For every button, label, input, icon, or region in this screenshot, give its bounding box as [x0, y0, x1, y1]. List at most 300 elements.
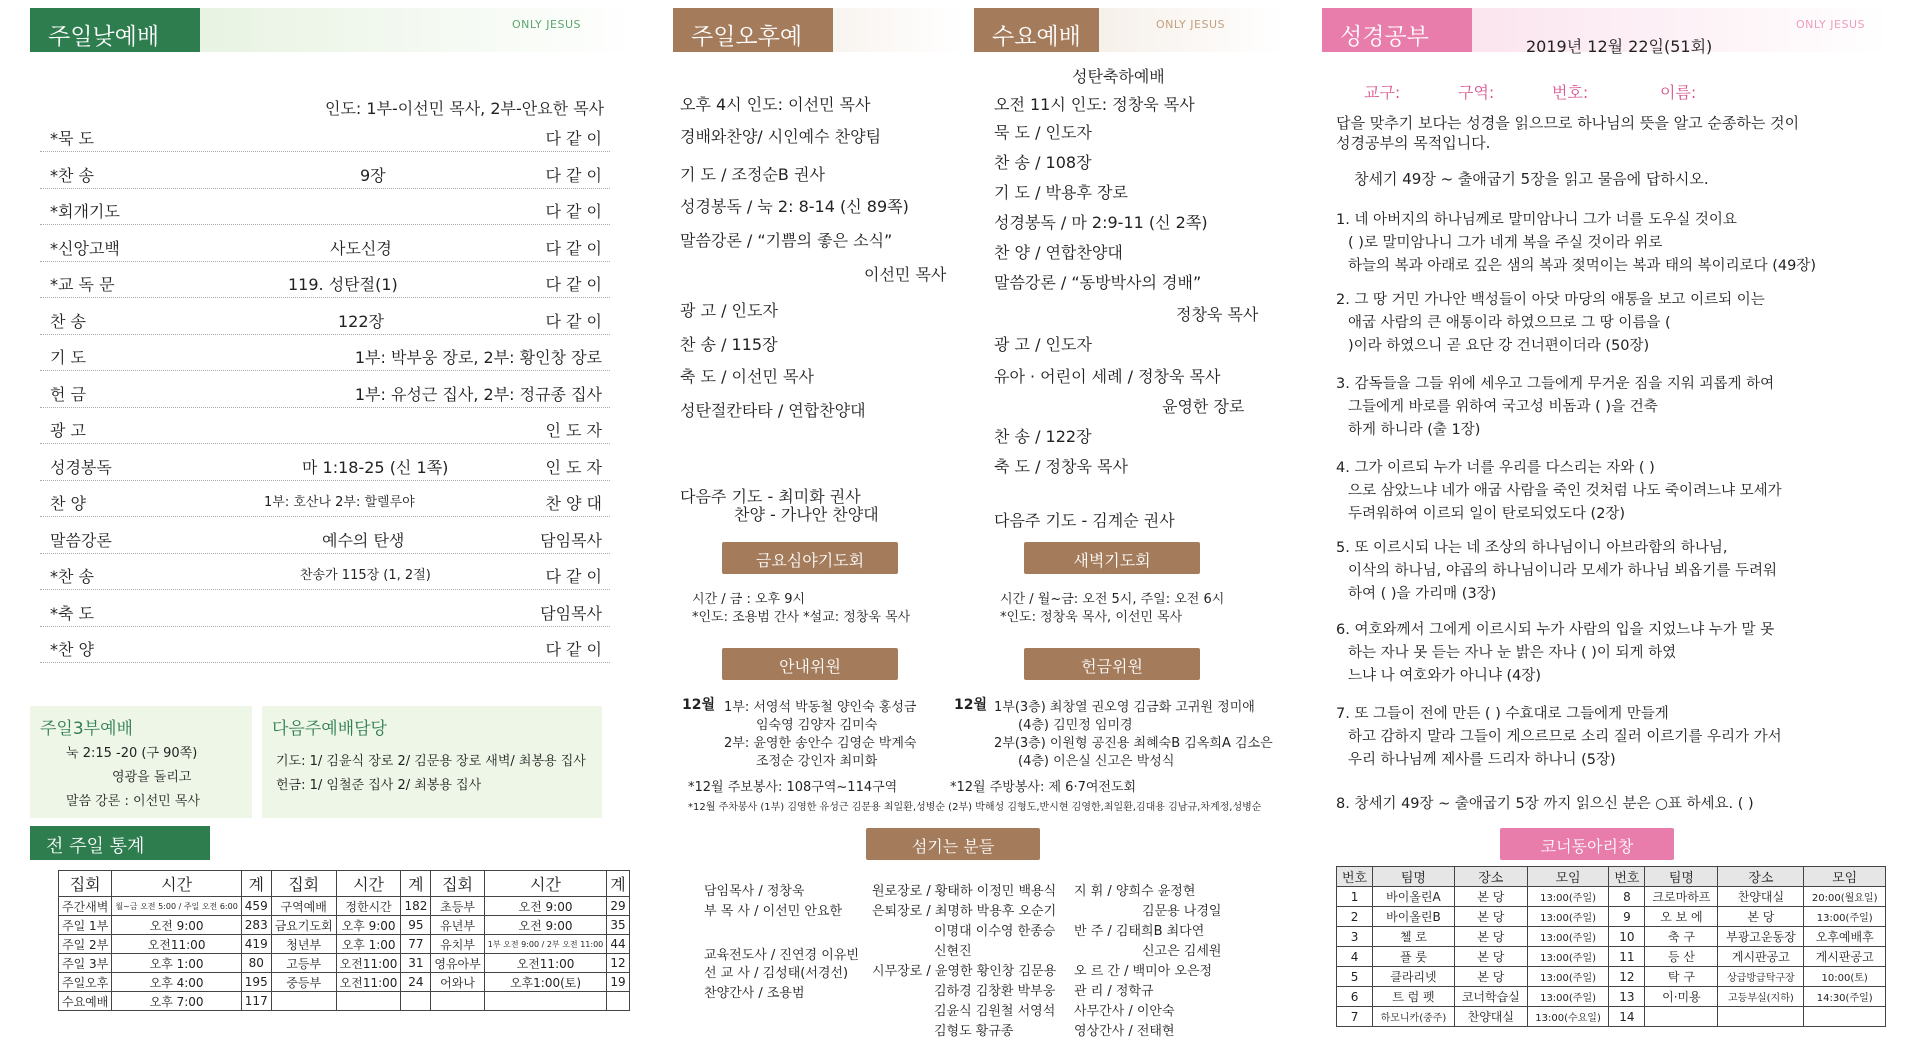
table-row: [1337, 1007, 1886, 1027]
worship-row-label: *신앙고백: [50, 238, 120, 258]
worship-row-label: *찬 송: [50, 165, 94, 185]
worship-row-leader: 다 같 이: [545, 640, 602, 659]
stats-header-cell: 계: [607, 871, 629, 897]
worship-row-leader: 인 도 자: [545, 421, 602, 440]
worship-row: [40, 155, 610, 189]
club-cell: 본 당: [1718, 907, 1804, 927]
worship-row-leader: 다 같 이: [545, 238, 602, 258]
question-line: 6. 여호와께서 그에게 이르시되 누가 사람의 입을 지었느냐 누가 말 못: [1336, 622, 1775, 638]
question-line: 4. 그가 이르되 누가 너를 우리를 다스리는 자와 ( ): [1336, 460, 1655, 476]
wed-line-5: 성경봉독 / 마 2:9-11 (신 2쪽): [994, 213, 1208, 232]
stats-cell: 35: [607, 916, 629, 935]
stats-header-cell: 집회: [271, 871, 336, 897]
bible-study-title: 성경공부: [1322, 8, 1472, 52]
field-zone: 구역:: [1458, 83, 1495, 102]
afternoon-line-5: 이선민 목사: [864, 265, 947, 284]
worship-row-content: 9장: [360, 165, 386, 185]
stats-cell: 77: [401, 935, 431, 954]
afternoon-line-4: 말씀강론 / “기쁨의 좋은 소식”: [680, 231, 893, 250]
club-cell: 본 당: [1454, 887, 1527, 907]
question-line: ( )로 말미암나니 그가 네게 복을 주실 것이라 위로: [1348, 235, 1663, 251]
wed-line-2: 묵 도 / 인도자: [994, 123, 1092, 142]
worship-row: [40, 118, 610, 152]
wed-line-1: 오전 11시 인도: 정창욱 목사: [994, 95, 1195, 114]
club-cell: 게시판공고: [1718, 947, 1804, 967]
offering-line-1: 1부(3층) 최창열 권오영 김금화 고귀원 정미애: [994, 700, 1255, 715]
third-service-line-3: 말씀 강론 : 이선민 목사: [66, 794, 200, 809]
table-row: [1337, 987, 1886, 1007]
question-line: 이삭의 하나님, 야곱의 하나님이니라 모세가 하나님 뵈옵기를 두려워: [1348, 563, 1778, 579]
stats-cell: 유치부: [431, 935, 484, 954]
worship-row-label: 광 고: [50, 421, 86, 440]
question-line: 하게 하니라 (출 1장): [1348, 422, 1481, 438]
stats-cell: 유년부: [431, 916, 484, 935]
club-cell: 10: [1609, 927, 1645, 947]
guides-line-3: 2부: 윤영한 송안수 김영순 박계숙: [724, 736, 917, 751]
club-cell: 찬양대실: [1454, 1007, 1527, 1027]
club-cell: 13:00(주일): [1527, 987, 1609, 1007]
afternoon-line-9: 성탄절칸타타 / 연합찬양대: [680, 401, 866, 420]
worship-row: [40, 191, 610, 225]
question-line: 애굽 사람의 큰 애통이라 하였으므로 그 땅 이름을 (: [1348, 315, 1671, 331]
bible-study-date: 2019년 12월 22일(51회): [1526, 37, 1713, 56]
only-jesus-tag-2: ONLY JESUS: [1156, 18, 1225, 31]
club-cell: 8: [1609, 887, 1645, 907]
servant-line: 선 교 사 / 김성태(서경선): [704, 966, 849, 981]
club-table: [1336, 866, 1886, 1027]
sunday-afternoon-title: 주일오후예배: [673, 8, 833, 52]
worship-row-leader: 다 같 이: [545, 567, 602, 586]
friday-prayer-line-2: *인도: 조용범 간사 *설교: 정창욱 목사: [692, 610, 911, 625]
worship-row: [40, 337, 610, 371]
stats-cell: 오전11:00: [112, 935, 241, 954]
club-header-row: [1337, 867, 1886, 887]
club-cell: 등 산: [1645, 947, 1718, 967]
worship-row-label: 찬 송: [50, 311, 86, 331]
club-cell: 이·미용: [1645, 987, 1718, 1007]
dawn-prayer-line-2: *인도: 정창욱 목사, 이선민 목사: [1000, 610, 1183, 625]
worship-row: [40, 483, 610, 517]
worship-row: [40, 520, 610, 554]
clubs-title: 코너동아리창: [1500, 828, 1674, 860]
question-line: 하여 ( )을 가리매 (3장): [1348, 586, 1497, 602]
servant-line: 이명대 이수영 한종승: [934, 924, 1056, 939]
stats-cell: 31: [401, 954, 431, 973]
next-week-line-2: 헌금: 1/ 임철준 집사 2/ 최봉용 집사: [276, 778, 482, 793]
worship-row: [40, 264, 610, 298]
offering-line-4: (4층) 이은실 신고은 박성식: [1018, 754, 1175, 769]
worship-row-label: 기 도: [50, 348, 86, 367]
servant-line: 영상간사 / 전태현: [1074, 1024, 1175, 1039]
club-header-cell: 팀명: [1645, 867, 1718, 887]
stats-cell: 금요기도회: [271, 916, 336, 935]
worship-row-label: *묵 도: [50, 129, 94, 148]
question-line: 느냐 나 여호와가 아니냐 (4장): [1348, 668, 1542, 684]
stats-cell: 283: [241, 916, 271, 935]
club-cell: 본 당: [1454, 927, 1527, 947]
afternoon-line-2: 기 도 / 조정순B 권사: [680, 165, 825, 184]
dawn-prayer-line-1: 시간 / 월~금: 오전 5시, 주일: 오전 6시: [1000, 592, 1225, 607]
offering-month: 12월: [954, 697, 988, 713]
stats-cell: [431, 992, 484, 1011]
worship-row-leader: 다 같 이: [545, 275, 602, 294]
club-cell: 찬양대실: [1718, 887, 1804, 907]
club-cell: 13:00(주일): [1527, 927, 1609, 947]
club-cell: 바이올린B: [1373, 907, 1455, 927]
question-line: 2. 그 땅 거민 가나안 백성들이 아닷 마당의 애통을 보고 이르되 이는: [1336, 292, 1765, 308]
club-cell: 2: [1337, 907, 1373, 927]
intro-line-1: 답을 맞추기 보다는 성경을 읽으므로 하나님의 뜻을 알고 순종하는 것이: [1336, 114, 1800, 132]
wed-line-8: 정창욱 목사: [1176, 305, 1259, 324]
sunday-morning-title: 주일낮예배: [30, 8, 200, 52]
stats-cell: 459: [241, 897, 271, 916]
wed-line-7: 말씀강론 / “동방박사의 경배”: [994, 273, 1202, 292]
club-cell: 첼 로: [1373, 927, 1455, 947]
afternoon-line-6: 광 고 / 인도자: [680, 301, 778, 320]
only-jesus-tag-3: ONLY JESUS: [1796, 18, 1865, 31]
stats-cell: 24: [401, 973, 431, 992]
stats-header-cell: 시간: [336, 871, 401, 897]
wed-line-3: 찬 송 / 108장: [994, 153, 1092, 172]
club-cell: 13: [1609, 987, 1645, 1007]
stats-cell: [336, 992, 401, 1011]
question-line: )이라 하였으니 곧 요단 강 건너편이더라 (50장): [1348, 338, 1650, 354]
worship-row: [40, 593, 610, 627]
stats-cell: 오전11:00: [484, 954, 607, 973]
stats-cell: [484, 992, 607, 1011]
club-header-cell: 번호: [1609, 867, 1645, 887]
wed-line-4: 기 도 / 박용후 장로: [994, 183, 1128, 202]
table-row: [59, 916, 630, 935]
servant-line: 김하경 김창환 박부웅: [934, 984, 1056, 999]
worship-row-content: 122장: [338, 311, 384, 331]
servant-line: 김형도 황규종: [934, 1024, 1014, 1039]
club-cell: 탁 구: [1645, 967, 1718, 987]
stats-cell: 주간새벽: [59, 897, 112, 916]
third-service-line-2: 영광을 돌리고: [112, 770, 192, 785]
stats-cell: [607, 992, 629, 1011]
afternoon-line-8: 축 도 / 이선민 목사: [680, 367, 814, 386]
wed-line-13: 축 도 / 정창욱 목사: [994, 457, 1128, 476]
stats-table: [58, 870, 630, 1011]
stats-cell: 청년부: [271, 935, 336, 954]
table-row: [59, 954, 630, 973]
next-week-title: 다음주예배담당: [272, 719, 387, 739]
stats-cell: 고등부: [271, 954, 336, 973]
club-cell: [1804, 1007, 1886, 1027]
question-line: 으로 삼았느냐 네가 애굽 사람을 죽인 것처럼 나도 죽이려느냐 모세가: [1348, 483, 1782, 499]
club-cell: 고등부실(지하): [1718, 987, 1804, 1007]
worship-row-label: 찬 양: [50, 494, 86, 513]
worship-row-content: 예수의 탄생: [322, 530, 405, 550]
table-row: [1337, 947, 1886, 967]
question-line: 우리 하나님께 제사를 드리자 하나니 (5장): [1348, 752, 1616, 768]
club-cell: 부광고운동장: [1718, 927, 1804, 947]
only-jesus-tag: ONLY JESUS: [512, 18, 581, 31]
worship-row-content: 119. 성탄절(1): [288, 275, 398, 294]
worship-row-label: *찬 송: [50, 567, 94, 586]
instruction: 창세기 49장 ~ 출애굽기 5장을 읽고 물음에 답하시오.: [1354, 170, 1709, 188]
stats-cell: 19: [607, 973, 629, 992]
worship-row-leader: 담임목사: [540, 530, 602, 550]
stats-cell: 중등부: [271, 973, 336, 992]
club-cell: 5: [1337, 967, 1373, 987]
servant-line: 신현진: [934, 944, 972, 959]
club-cell: 본 당: [1454, 907, 1527, 927]
stats-cell: [271, 992, 336, 1011]
offering-line-2: (4층) 김민정 임미경: [1018, 718, 1133, 733]
worship-row-label: *회개기도: [50, 202, 120, 221]
servant-line: 신고은 김세원: [1142, 944, 1222, 959]
intro-line-2: 성경공부의 목적입니다.: [1336, 134, 1491, 152]
stats-header-cell: 집회: [431, 871, 484, 897]
question-line: 두려워하여 이르되 일이 탄로되었도다 (2장): [1348, 506, 1626, 522]
field-name: 이름:: [1660, 83, 1697, 102]
servant-line: 교육전도사 / 진연경 이유빈: [704, 948, 859, 963]
stats-cell: 어와나: [431, 973, 484, 992]
worship-row-label: *교 독 문: [50, 275, 115, 294]
worship-row-label: 말씀강론: [50, 530, 112, 550]
servant-line: 담임목사 / 정창욱: [704, 884, 805, 899]
offering-line-3: 2부(3층) 이원형 공진용 최혜숙B 김옥희A 김소은: [994, 736, 1273, 751]
stats-cell: 195: [241, 973, 271, 992]
servant-line: 김윤식 김원철 서영석: [934, 1004, 1056, 1019]
club-cell: 4: [1337, 947, 1373, 967]
worship-row-label: *축 도: [50, 603, 94, 623]
stats-cell: 수요예배: [59, 992, 112, 1011]
stats-cell: 오후1:00(토): [484, 973, 607, 992]
worship-row-leader: 다 같 이: [545, 129, 602, 148]
stats-header-cell: 시간: [112, 871, 241, 897]
club-cell: 플 룻: [1373, 947, 1455, 967]
club-cell: 코너학습실: [1454, 987, 1527, 1007]
club-cell: 축 구: [1645, 927, 1718, 947]
wed-line-9: 광 고 / 인도자: [994, 335, 1092, 354]
stats-cell: 오전11:00: [336, 954, 401, 973]
question-line: 하늘의 복과 아래로 깊은 샘의 복과 젖먹이는 복과 태의 복이리로다 (49장): [1348, 258, 1817, 274]
stats-cell: 80: [241, 954, 271, 973]
club-cell: 본 당: [1454, 967, 1527, 987]
worship-row-leader: 다 같 이: [545, 202, 602, 221]
servant-line: 오 르 간 / 백미아 오은정: [1074, 964, 1213, 979]
club-cell: 13:00(주일): [1527, 947, 1609, 967]
club-cell: 게시판공고: [1804, 947, 1886, 967]
servant-line: 김문용 나경일: [1142, 904, 1222, 919]
parking-service-note: *12월 주차봉사 (1부) 김영한 유성근 김문용 최일환,성병순 (2부) 박해성 김형도,반시현 김영한,최일환,김대용 김남규,차계정,성병순: [688, 802, 1262, 813]
afternoon-line-7: 찬 송 / 115장: [680, 335, 778, 354]
table-row: [59, 992, 630, 1011]
stats-cell: 주일 2부: [59, 935, 112, 954]
stats-header-cell: 시간: [484, 871, 607, 897]
club-cell: 1: [1337, 887, 1373, 907]
stats-cell: 44: [607, 935, 629, 954]
club-cell: 트 럼 펫: [1373, 987, 1455, 1007]
afternoon-line-3: 성경봉독 / 눅 2: 8-14 (신 89쪽): [680, 197, 909, 216]
club-cell: 상급방급탁구장: [1718, 967, 1804, 987]
worship-row-content: 1부: 호산나 2부: 할렐루야: [264, 495, 415, 510]
stats-cell: 오전 9:00: [112, 916, 241, 935]
club-cell: 클라리넷: [1373, 967, 1455, 987]
wed-line-6: 찬 양 / 연합찬양대: [994, 243, 1123, 262]
third-service-line-1: 눅 2:15 -20 (구 90쪽): [66, 746, 198, 761]
table-row: [59, 973, 630, 992]
stats-cell: 오후 4:00: [112, 973, 241, 992]
afternoon-next-praise: 찬양 - 가나안 찬양대: [734, 505, 879, 524]
guides-title: 안내위원: [722, 648, 898, 680]
club-cell: 6: [1337, 987, 1373, 1007]
question-line: 1. 네 아버지의 하나님께로 말미암나니 그가 너를 도우실 것이요: [1336, 212, 1737, 228]
guides-month: 12월: [682, 697, 716, 713]
stats-header-cell: 계: [401, 871, 431, 897]
club-header-cell: 모임: [1527, 867, 1609, 887]
question-line: 하고 감하지 말라 그들이 게으르므로 소리 질러 이르기를 우리가 가서: [1348, 729, 1782, 745]
club-cell: 13:00(주일): [1527, 887, 1609, 907]
stats-cell: 오전 9:00: [484, 916, 607, 935]
stats-cell: 초등부: [431, 897, 484, 916]
table-row: [59, 935, 630, 954]
worship-row-label: *찬 양: [50, 640, 94, 659]
worship-row: [40, 228, 610, 262]
worship-row-leader: 담임목사: [540, 603, 602, 623]
wed-line-12: 찬 송 / 122장: [994, 427, 1092, 446]
question-line: 그들에게 바로를 위하여 국고성 비돔과 ( )을 건축: [1348, 399, 1658, 415]
club-cell: 하모니카(중주): [1373, 1007, 1455, 1027]
club-cell: 14: [1609, 1007, 1645, 1027]
wed-line-11: 윤영한 장로: [1162, 397, 1245, 416]
servant-line: 관 리 / 정학규: [1074, 984, 1154, 999]
club-cell: 13:00(수요일): [1527, 1007, 1609, 1027]
club-header-cell: 장소: [1454, 867, 1527, 887]
stats-header-cell: 계: [241, 871, 271, 897]
club-cell: 13:00(주일): [1527, 907, 1609, 927]
stats-title: 전 주일 통계: [30, 826, 210, 860]
worship-row-content: 찬송가 115장 (1, 2절): [300, 568, 431, 583]
club-cell: 바이올린A: [1373, 887, 1455, 907]
guides-line-4: 조정순 강인자 최미화: [756, 754, 878, 769]
field-district: 교구:: [1364, 83, 1401, 102]
table-row: [1337, 887, 1886, 907]
club-cell: 12: [1609, 967, 1645, 987]
friday-prayer-title: 금요심야기도회: [722, 542, 898, 574]
club-cell: 3: [1337, 927, 1373, 947]
table-row: [59, 897, 630, 916]
wednesday-title: 수요예배: [974, 8, 1099, 52]
wed-next-prayer: 다음주 기도 - 김계순 권사: [994, 511, 1175, 530]
stats-cell: 182: [401, 897, 431, 916]
stats-cell: 주일오후: [59, 973, 112, 992]
servant-line: 원로장로 / 황태하 이정민 백용식: [872, 884, 1057, 899]
servant-line: 시무장로 / 윤영한 황인창 김문용: [872, 964, 1057, 979]
stats-cell: 오후 9:00: [336, 916, 401, 935]
stats-cell: [401, 992, 431, 1011]
wed-line-0: 성탄축하예배: [1072, 67, 1165, 86]
stats-cell: 오전11:00: [336, 973, 401, 992]
club-cell: 크로마하프: [1645, 887, 1718, 907]
worship-row-leader: 인 도 자: [545, 457, 602, 477]
worship-row-content: 사도신경: [330, 238, 392, 258]
guides-line-2: 임숙영 김양자 김미숙: [756, 718, 878, 733]
question-line: 하는 자나 못 듣는 자나 눈 밝은 자나 ( )이 되게 하였: [1348, 645, 1677, 661]
field-number: 번호:: [1552, 83, 1589, 102]
club-cell: [1718, 1007, 1804, 1027]
club-cell: 13:00(주일): [1527, 967, 1609, 987]
worship-row: [40, 447, 610, 481]
worship-row-leader: 다 같 이: [545, 311, 602, 331]
worship-row: [40, 374, 610, 408]
stats-cell: 오후 1:00: [336, 935, 401, 954]
worship-row-leader: 1부: 박부웅 장로, 2부: 황인창 장로: [354, 348, 602, 367]
worship-row: [40, 629, 610, 663]
stats-cell: 오전 9:00: [484, 897, 607, 916]
club-header-cell: 번호: [1337, 867, 1373, 887]
question-line: 8. 창세기 49장 ~ 출애굽기 5장 까지 읽으신 분은 ○표 하세요. ( ): [1336, 796, 1754, 812]
stats-header-cell: 집회: [59, 871, 112, 897]
dawn-prayer-title: 새벽기도회: [1024, 542, 1200, 574]
stats-cell: 12: [607, 954, 629, 973]
afternoon-next-prayer: 다음주 기도 - 최미화 권사: [680, 487, 861, 506]
club-cell: 9: [1609, 907, 1645, 927]
table-row: [1337, 927, 1886, 947]
worship-row-label: 성경봉독: [50, 457, 112, 477]
worship-row: [40, 410, 610, 444]
club-cell: 본 당: [1454, 947, 1527, 967]
club-cell: 오후예배후: [1804, 927, 1886, 947]
club-cell: 20:00(월요일): [1804, 887, 1886, 907]
stats-cell: 구역예배: [271, 897, 336, 916]
servant-line: 찬양간사 / 조용범: [704, 986, 805, 1001]
stats-cell: 117: [241, 992, 271, 1011]
offering-title: 헌금위원: [1024, 648, 1200, 680]
club-cell: 7: [1337, 1007, 1373, 1027]
club-cell: 13:00(주일): [1804, 907, 1886, 927]
stats-cell: 주일 1부: [59, 916, 112, 935]
leader-line: 인도: 1부-이선민 목사, 2부-안요한 목사: [325, 99, 605, 118]
servant-line: 부 목 사 / 이선민 안요한: [704, 904, 843, 919]
club-header-cell: 모임: [1804, 867, 1886, 887]
worship-row-leader: 다 같 이: [545, 165, 602, 185]
servant-line: 사무간사 / 이안숙: [1074, 1004, 1175, 1019]
worship-row-content: 마 1:18-25 (신 1쪽): [302, 457, 449, 477]
club-cell: 10:00(토): [1804, 967, 1886, 987]
afternoon-line-1: 경배와찬양/ 시인예수 찬양팀: [680, 127, 882, 146]
stats-cell: 오후 7:00: [112, 992, 241, 1011]
servant-line: 지 휘 / 양희수 윤정현: [1074, 884, 1196, 899]
servant-line: 은퇴장로 / 최명하 박용후 오순기: [872, 904, 1057, 919]
servants-title: 섬기는 분들: [866, 828, 1040, 860]
next-week-line-1: 기도: 1/ 김윤식 장로 2/ 김문용 장로 새벽/ 최봉용 집사: [276, 754, 586, 769]
club-cell: 14:30(주일): [1804, 987, 1886, 1007]
guides-service: *12월 주보봉사: 108구역~114구역: [688, 780, 898, 795]
guides-line-1: 1부: 서영석 박동철 양인숙 홍성금: [724, 700, 917, 715]
friday-prayer-line-1: 시간 / 금 : 오후 9시: [692, 592, 806, 607]
stats-cell: 월~금 오전 5:00 / 주일 오전 6:00: [112, 897, 241, 916]
wed-line-10: 유아 · 어린이 세례 / 정창욱 목사: [994, 367, 1221, 386]
club-cell: 오 보 에: [1645, 907, 1718, 927]
worship-row-leader: 1부: 유성근 집사, 2부: 정규종 집사: [354, 384, 602, 404]
worship-row: [40, 301, 610, 335]
stats-cell: 오후 1:00: [112, 954, 241, 973]
question-line: 5. 또 이르시되 나는 네 조상의 하나님이니 아브라함의 하나님,: [1336, 540, 1728, 556]
stats-header-row: [59, 871, 630, 897]
question-line: 3. 감독들을 그들 위에 세우고 그들에게 무거운 짐을 지워 괴롭게 하여: [1336, 376, 1775, 392]
third-service-title: 주일3부예배: [40, 719, 133, 739]
servant-line: 반 주 / 김태희B 최다연: [1074, 924, 1205, 939]
afternoon-line-0: 오후 4시 인도: 이선민 목사: [680, 95, 871, 114]
stats-cell: 29: [607, 897, 629, 916]
offering-service: *12월 주방봉사: 제 6·7여전도회: [950, 780, 1137, 795]
stats-cell: 1부 오전 9:00 / 2부 오전 11:00: [484, 935, 607, 954]
worship-row: [40, 556, 610, 590]
